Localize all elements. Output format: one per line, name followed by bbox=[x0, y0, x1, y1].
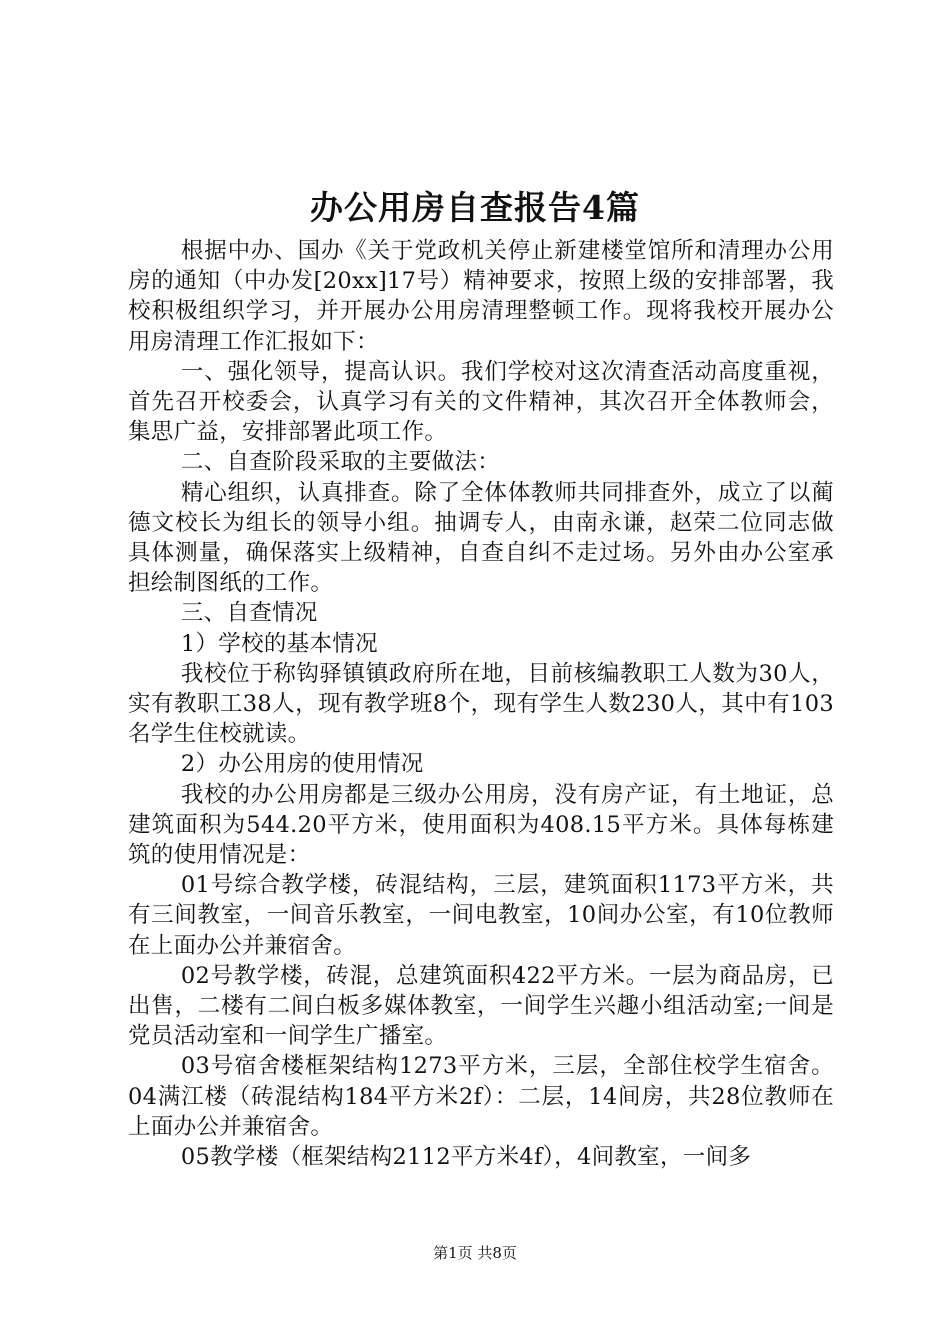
paragraph: 二、自查阶段采取的主要做法： bbox=[180, 449, 501, 476]
paragraph: 01号综合教学楼，砖混结构，三层，建筑面积1173平方米，共有三间教室，一间音乐教室，一间电教室，10间办公室，有10位教师在上面办公并兼宿舍。 bbox=[128, 872, 834, 959]
paragraph: 02号教学楼，砖混，总建筑面积422平方米。一层为商品房，已出售，二楼有二间白板多媒体教室，一间学生兴趣小组活动室;一间是党员活动室和一间学生广播室。 bbox=[128, 962, 834, 1050]
paragraph: 根据中办、国办《关于党政机关停止新建楼堂馆所和清理办公用房的通知（中办发[20xx]17号）精神要求，按照上级的安排部署，我校积极组织学习，并开展办公用房清理整顿工作。现将我校开展办公用房清理工作汇报如下： bbox=[128, 238, 834, 355]
paragraph: 2）办公用房的使用情况 bbox=[180, 751, 424, 778]
paragraph: 1）学校的基本情况 bbox=[180, 630, 378, 657]
document-body bbox=[128, 236, 834, 1172]
paragraph: 我校位于称钩驿镇镇政府所在地，目前核编教职工人数为30人，实有教职工38人，现有教学班8个，现有学生人数230人，其中有103名学生住校就读。 bbox=[128, 660, 834, 748]
paragraph: 05教学楼（框架结构2112平方米4f），4间教室，一间多 bbox=[180, 1144, 752, 1171]
paragraph: 三、自查情况 bbox=[180, 600, 318, 627]
paragraph: 03号宿舍楼框架结构1273平方米，三层，全部住校学生宿舍。04满江楼（砖混结构184平方米2f）：二层，14间房，共28位教师在上面办公并兼宿舍。 bbox=[128, 1053, 834, 1140]
paragraph: 精心组织，认真排查。除了全体体教师共同排查外，成立了以蔺德文校长为组长的领导小组。抽调专人，由南永谦，赵荣二位同志做具体测量，确保落实上级精神，自查自纠不走过场。另外由办公室承担绘制图纸的工作。 bbox=[128, 479, 834, 597]
paragraph: 一、强化领导，提高认识。我们学校对这次清查活动高度重视，首先召开校委会，认真学习有关的文件精神，其次召开全体教师会，集思广益，安排部署此项工作。 bbox=[128, 358, 834, 446]
paragraph: 我校的办公用房都是三级办公用房，没有房产证，有土地证，总建筑面积为544.20平方米，使用面积为408.15平方米。具体每栋建筑的使用情况是： bbox=[128, 781, 834, 869]
page-number-footer: 第1页 共8页 bbox=[433, 1244, 517, 1262]
document-title: 办公用房自查报告4篇 bbox=[310, 188, 640, 227]
